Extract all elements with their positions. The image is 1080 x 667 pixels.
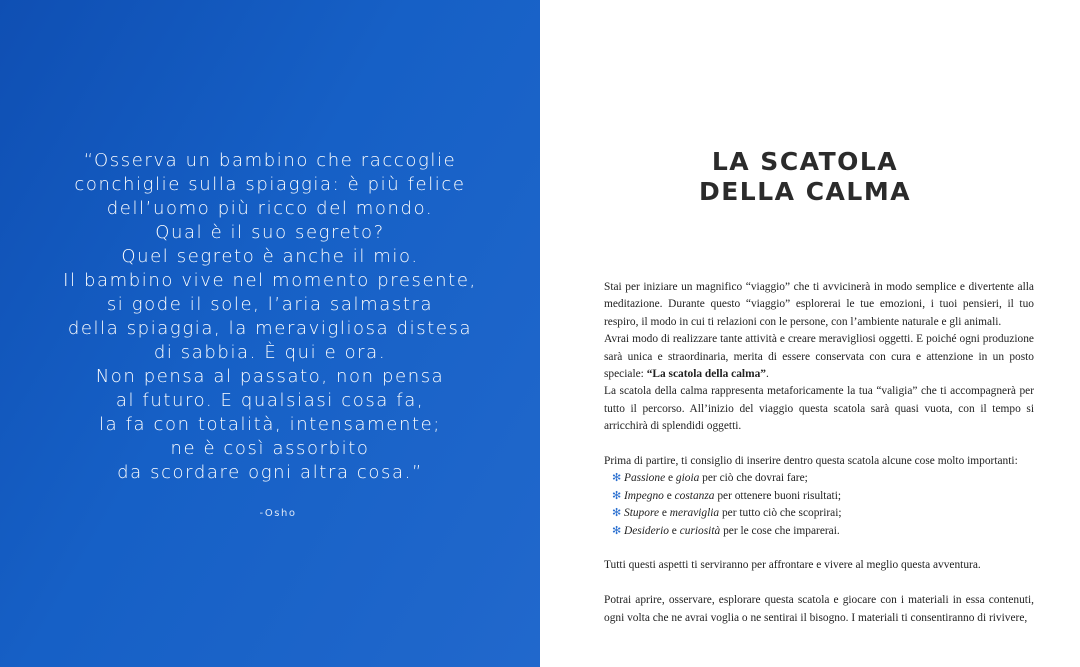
quote-line: Non pensa al passato, non pensa <box>95 366 445 387</box>
asterisk-icon: ✻ <box>612 507 622 520</box>
list-item-text: e <box>663 489 675 502</box>
list-item <box>604 488 1034 505</box>
advice-paragraph: Prima di partire, ti consiglio di inserire dentro questa scatola alcune cose molto importanti: <box>604 455 1018 468</box>
quote-line: Qual è il suo segreto? <box>155 222 385 243</box>
right-page <box>540 0 1080 667</box>
list-item <box>604 505 1034 522</box>
box-paragraph <box>604 331 1034 383</box>
quote-line: Il bambino vive nel momento presente, <box>63 270 477 291</box>
list-item-emphasis: Stupore <box>624 507 660 520</box>
closing-paragraph: Potrai aprire, osservare, esplorare questa scatola e giocare con i materiali in essa contenuti, ogni volta che ne avrai voglia o ne sentirai il bisogno. I materiali ti consentiranno di rivivere, <box>604 594 1034 624</box>
quote-line: conchiglie sulla spiaggia: è più felice <box>74 174 466 195</box>
asterisk-icon: ✻ <box>612 524 622 537</box>
list-item-text: per ottenere buoni risultati; <box>714 489 842 502</box>
quote-line: di sabbia. È qui e ora. <box>153 342 387 363</box>
list-item-text: e <box>659 507 670 520</box>
quote-line: ne è così assorbito <box>170 438 370 459</box>
quote-line: Quel segreto è anche il mio. <box>121 246 419 267</box>
quote-line: della spiaggia, la meravigliosa distesa <box>67 318 473 339</box>
list-item <box>604 470 1034 487</box>
advice-list <box>604 470 1034 540</box>
box-name: “La scatola della calma” <box>646 368 766 381</box>
list-item-emphasis: meraviglia <box>669 507 720 520</box>
quote-line: la fa con totalità, intensamente; <box>99 414 441 435</box>
body-text <box>604 279 1034 627</box>
suitcase-paragraph: La scatola della calma rappresenta metaforicamente la tua “valigia” che ti accompagnerà per tutto il percorso. All’inizio del viaggio questa scatola sarà quasi vuota, con il tempo si arricchirà di splendidi oggetti. <box>604 385 1034 433</box>
list-item-text: e <box>665 472 676 485</box>
osho-quote <box>0 149 540 485</box>
list-item-emphasis: Impegno <box>624 489 664 502</box>
quote-line: da scordare ogni altra cosa.” <box>117 462 423 483</box>
list-item-text: per le cose che imparerai. <box>720 524 840 537</box>
quote-line: al futuro. E qualsiasi cosa fa, <box>115 390 425 411</box>
box-text: Avrai modo di realizzare tante attività e creare meravigliosi oggetti. E poiché ogni produzione sarà unica e straordinaria, merita di essere conservata con cura e attenzione in un posto speciale: <box>604 333 1034 381</box>
page-title <box>540 147 1070 207</box>
quote-line: dell’uomo più ricco del mondo. <box>106 198 434 219</box>
list-item <box>604 523 1034 540</box>
list-item-text: e <box>668 524 680 537</box>
intro-paragraph: Stai per iniziare un magnifico “viaggio” che ti avvicinerà in modo semplice e divertente alla meditazione. Durante questo “viaggio” esplorerai le tue emozioni, i tuoi pensieri, il tuo respiro, il modo in cui ti relazioni con le persone, con l’ambiente naturale e gli animali. <box>604 281 1034 328</box>
asterisk-icon: ✻ <box>612 472 622 485</box>
box-text-end: . <box>765 368 769 381</box>
page-title-line: DELLA CALMA <box>698 177 912 206</box>
list-item-emphasis: Passione <box>624 472 666 485</box>
list-item-emphasis: costanza <box>674 489 715 502</box>
list-item-emphasis: curiosità <box>679 524 721 537</box>
aspects-paragraph: Tutti questi aspetti ti serviranno per affrontare e vivere al meglio questa avventura. <box>604 559 981 572</box>
list-item-text: per ciò che dovrai fare; <box>699 472 808 485</box>
list-item-text: per tutto ciò che scoprirai; <box>719 507 842 520</box>
quote-line: si gode il sole, l’aria salmastra <box>106 294 434 315</box>
asterisk-icon: ✻ <box>612 489 622 502</box>
list-item-emphasis: gioia <box>675 472 700 485</box>
list-item-emphasis: Desiderio <box>624 524 669 537</box>
page-title-line: LA SCATOLA <box>711 147 899 176</box>
quote-line: “Osserva un bambino che raccoglie <box>83 150 457 171</box>
quote-attribution: -Osho <box>259 508 297 519</box>
